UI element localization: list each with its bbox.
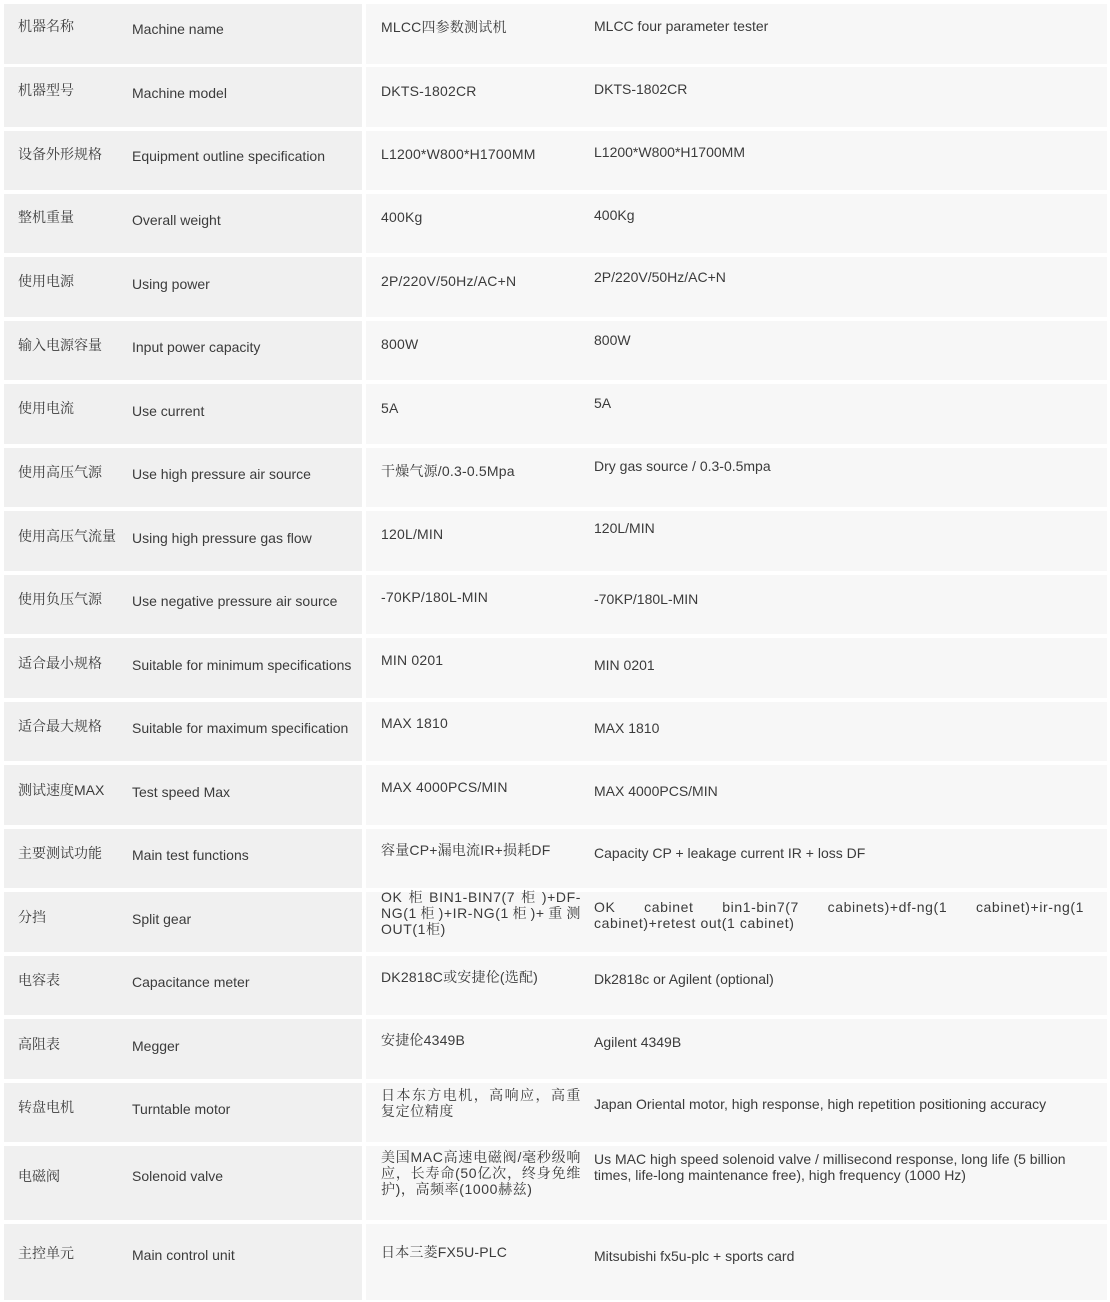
- spec-row: [0, 319, 1110, 382]
- spec-row: [0, 700, 1110, 763]
- spec-value-zh: 2P/220V/50Hz/AC+N: [381, 273, 517, 289]
- spec-name-en: Use high pressure air source: [132, 466, 311, 482]
- spec-value-en: Us MAC high speed solenoid valve / millisecond response, long life (5 billion times, life-long maintenance free), high frequency (1000 Hz): [594, 1151, 1066, 1183]
- spec-value-en: -70KP/180L-MIN: [594, 591, 699, 607]
- spec-name-zh: 电磁阀: [18, 1168, 60, 1184]
- spec-value-zh: L1200*W800*H1700MM: [381, 146, 536, 162]
- spec-name-en: Suitable for maximum specification: [132, 720, 349, 736]
- spec-name-en: Main test functions: [132, 847, 249, 863]
- spec-name-en: Test speed Max: [132, 784, 231, 800]
- spec-name-zh: 主要测试功能: [18, 845, 102, 861]
- spec-row: [0, 827, 1110, 890]
- spec-name-zh: 设备外形规格: [18, 146, 102, 162]
- spec-name-zh: 高阻表: [18, 1036, 60, 1052]
- spec-value-zh: 400Kg: [381, 209, 423, 225]
- spec-value-zh: MIN 0201: [381, 652, 444, 668]
- spec-value-en: Mitsubishi fx5u-plc + sports card: [594, 1248, 795, 1264]
- spec-row: [0, 446, 1110, 509]
- spec-name-en: Use current: [132, 403, 205, 419]
- spec-value-en: 400Kg: [594, 207, 635, 223]
- spec-name-zh: 使用高压气流量: [18, 528, 116, 544]
- spec-value-en: 800W: [594, 332, 631, 348]
- spec-value-en: Japan Oriental motor, high response, high repetition positioning accuracy: [594, 1096, 1047, 1112]
- spec-row: [0, 192, 1110, 255]
- spec-row: [0, 1017, 1110, 1081]
- spec-name-zh: 使用高压气源: [18, 464, 102, 480]
- spec-row: [0, 2, 1110, 66]
- spec-name-zh: 适合最大规格: [18, 718, 102, 734]
- spec-name-en: Main control unit: [132, 1247, 235, 1263]
- spec-value-en: MAX 4000PCS/MIN: [594, 783, 718, 799]
- spec-value-zh: 干燥气源/0.3-0.5Mpa: [381, 463, 515, 479]
- spec-name-zh: 测试速度MAX: [18, 782, 105, 798]
- spec-value-zh: MAX 1810: [381, 715, 448, 731]
- spec-row: [0, 1081, 1110, 1144]
- spec-name-zh: 转盘电机: [18, 1099, 74, 1115]
- spec-name-en: Machine name: [132, 21, 224, 37]
- spec-name-en: Suitable for minimum specifications: [132, 657, 352, 673]
- spec-name-en: Megger: [132, 1038, 180, 1054]
- spec-value-zh: OK柜BIN1-BIN7(7柜)+DF-NG(1柜)+IR-NG(1柜)+重测OUT(1柜): [381, 889, 581, 937]
- spec-value-en: 120L/MIN: [594, 520, 655, 536]
- spec-value-en: Capacity CP + leakage current IR + loss DF: [594, 845, 866, 861]
- spec-row: [0, 573, 1110, 636]
- spec-name-zh: 电容表: [18, 972, 60, 988]
- spec-name-en: Equipment outline specification: [132, 148, 326, 164]
- spec-name-zh: 分挡: [18, 909, 46, 925]
- spec-name-en: Using power: [132, 276, 210, 292]
- spec-value-zh: MAX 4000PCS/MIN: [381, 779, 508, 795]
- spec-name-zh: 适合最小规格: [18, 655, 102, 671]
- spec-value-zh: 容量CP+漏电流IR+损耗DF: [381, 842, 551, 858]
- spec-value-zh: 日本三菱FX5U-PLC: [381, 1244, 508, 1260]
- spec-name-zh: 机器型号: [18, 82, 74, 98]
- spec-value-zh: 美国MAC高速电磁阀/毫秒级响应，长寿命(50亿次，终身免维护)，高频率(1000赫兹): [381, 1149, 581, 1197]
- spec-name-en: Using high pressure gas flow: [132, 530, 312, 546]
- spec-name-en: Split gear: [132, 911, 192, 927]
- spec-value-zh: 安捷伦4349B: [381, 1032, 466, 1048]
- spec-value-en: Dry gas source / 0.3-0.5mpa: [594, 458, 771, 474]
- spec-value-zh: DK2818C或安捷伦(选配): [381, 969, 539, 985]
- spec-name-zh: 主控单元: [18, 1245, 74, 1261]
- spec-value-en: L1200*W800*H1700MM: [594, 144, 745, 160]
- spec-row: [0, 65, 1110, 129]
- spec-name-en: Capacitance meter: [132, 974, 250, 990]
- spec-name-en: Overall weight: [132, 212, 221, 228]
- spec-value-zh: 日本东方电机，高响应，高重复定位精度: [381, 1087, 581, 1119]
- spec-value-en: 5A: [594, 395, 612, 411]
- spec-value-en: OK cabinet bin1-bin7(7 cabinets)+df-ng(1 cabinet)+ir-ng(1 cabinet)+retest out(1 cabinet): [594, 899, 1084, 931]
- spec-value-zh: -70KP/180L-MIN: [381, 589, 489, 605]
- spec-row: [0, 954, 1110, 1017]
- spec-value-zh: 5A: [381, 400, 399, 416]
- spec-value-zh: MLCC四参数测试机: [381, 19, 507, 35]
- spec-value-zh: DKTS-1802CR: [381, 83, 477, 99]
- spec-value-en: DKTS-1802CR: [594, 81, 688, 97]
- spec-name-en: Use negative pressure air source: [132, 593, 338, 609]
- spec-row: [0, 129, 1110, 192]
- spec-value-en: Dk2818c or Agilent (optional): [594, 971, 774, 987]
- spec-row: [0, 636, 1110, 700]
- spec-name-zh: 输入电源容量: [18, 337, 102, 353]
- spec-name-zh: 使用负压气源: [18, 591, 102, 607]
- spec-row: [0, 509, 1110, 573]
- spec-name-zh: 机器名称: [18, 18, 74, 34]
- spec-name-zh: 整机重量: [18, 209, 74, 225]
- spec-row: [0, 763, 1110, 827]
- spec-name-en: Input power capacity: [132, 339, 261, 355]
- spec-name-en: Turntable motor: [132, 1101, 231, 1117]
- spec-value-en: MLCC four parameter tester: [594, 18, 769, 34]
- spec-name-zh: 使用电流: [18, 400, 74, 416]
- spec-value-zh: 800W: [381, 336, 419, 352]
- spec-row: [0, 382, 1110, 446]
- spec-row: [0, 890, 1110, 954]
- spec-name-zh: 使用电源: [18, 273, 74, 289]
- spec-row: [0, 255, 1110, 319]
- spec-value-en: Agilent 4349B: [594, 1034, 682, 1050]
- spec-name-en: Machine model: [132, 85, 227, 101]
- spec-value-zh: 120L/MIN: [381, 526, 444, 542]
- spec-row: [0, 1144, 1110, 1222]
- spec-value-en: 2P/220V/50Hz/AC+N: [594, 269, 726, 285]
- spec-value-en: MAX 1810: [594, 720, 660, 736]
- spec-row: [0, 1222, 1110, 1302]
- spec-value-en: MIN 0201: [594, 657, 655, 673]
- spec-name-en: Solenoid valve: [132, 1168, 224, 1184]
